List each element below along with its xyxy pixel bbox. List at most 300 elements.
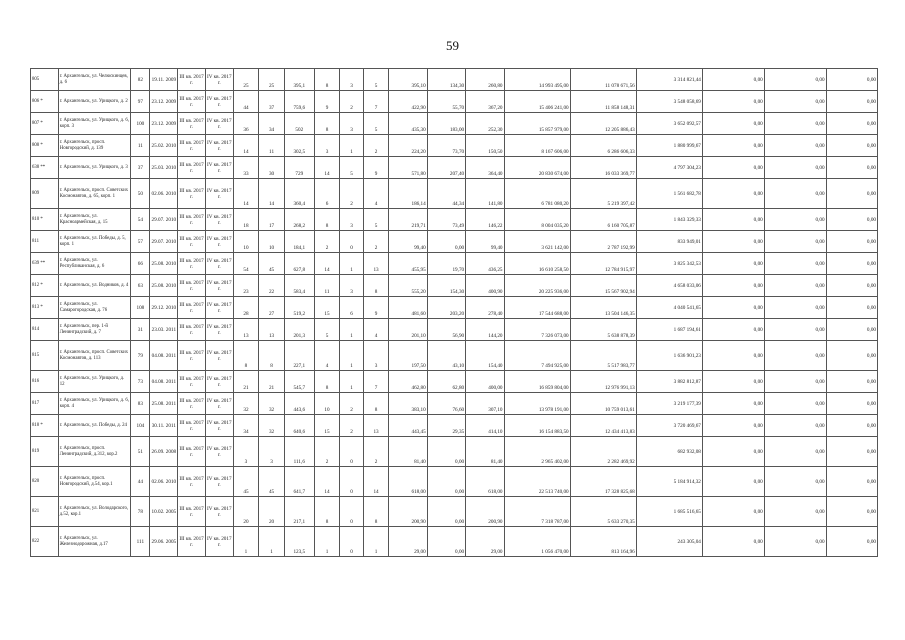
cell-v10: 16 859 804,00 [504,371,570,393]
cell-v11: 12 784 915,97 [570,253,636,275]
cell-num: 815 [31,341,59,371]
cell-v5: 1 [340,371,363,393]
cell-v10: 20 830 674,00 [504,157,570,179]
cell-v8: 0,00 [427,527,465,557]
cell-v9: 81,40 [466,437,504,467]
table-row [31,135,878,157]
cell-addr: г. Архангельск, ул. Урицкого, д. 12 [58,371,131,393]
cell-v13: 0,00 [702,341,764,371]
cell-date: 04.08. 2011 [150,371,178,393]
cell-v2: 34 [259,113,285,135]
cell-date: 19.11. 2009 [150,69,178,91]
cell-v4: 11 [314,275,340,297]
cell-v13: 0,00 [702,231,764,253]
cell-q1: III кв. 2017 г. [178,415,206,437]
cell-v11: 5 633 270,35 [570,497,636,527]
cell-v11: 5 638 878,39 [570,319,636,341]
cell-v10: 8 167 606,00 [504,135,570,157]
cell-v12: 4 658 033,06 [636,275,702,297]
cell-v8: 0,00 [427,467,465,497]
cell-v12: 1 636 901,23 [636,341,702,371]
cell-v10: 20 225 936,00 [504,275,570,297]
cell-v2: 11 [259,135,285,157]
cell-v5: 3 [340,113,363,135]
cell-v9: 400,00 [466,371,504,393]
cell-v12: 3 314 821,44 [636,69,702,91]
cell-v13: 0,00 [702,297,764,319]
cell-v11: 813 164,96 [570,527,636,557]
cell-v1: 10 [233,231,259,253]
cell-v11: 13 504 146,35 [570,297,636,319]
cell-addr: г. Архангельск, просп. Советских Космонавтов, д. 65, корп. 1 [58,179,131,209]
cell-v15: 0,00 [826,467,877,497]
cell-q1: III кв. 2017 г. [178,157,206,179]
cell-addr: г. Архангельск, просп. Советских Космонавтов, д. 113 [58,341,131,371]
cell-v8: 207,40 [427,157,465,179]
cell-date: 29.07. 2010 [150,231,178,253]
table-row [31,467,878,497]
cell-q1: III кв. 2017 г. [178,231,206,253]
cell-q2: IV кв. 2017 г. [205,135,233,157]
cell-year: 63 [131,275,150,297]
cell-num: 821 [31,497,59,527]
table-row [31,393,878,415]
cell-v7: 81,40 [389,437,427,467]
cell-v7: 219,71 [389,209,427,231]
cell-v8: 55,70 [427,91,465,113]
cell-v1: 8 [233,341,259,371]
cell-v8: 0,00 [427,497,465,527]
cell-v5: 0 [340,437,363,467]
cell-v3: 268,2 [284,209,314,231]
cell-v4: 2 [314,437,340,467]
cell-v2: 1 [259,527,285,557]
cell-year: 82 [131,69,150,91]
cell-v7: 201,10 [389,319,427,341]
cell-v14: 0,00 [764,341,826,371]
cell-v4: 15 [314,415,340,437]
cell-v5: 6 [340,297,363,319]
cell-v14: 0,00 [764,69,826,91]
cell-v6: 9 [363,297,389,319]
cell-q1: III кв. 2017 г. [178,467,206,497]
cell-v1: 44 [233,91,259,113]
cell-addr: г. Архангельск, ул. Володарского, д.52, кор.1 [58,497,131,527]
cell-addr: г. Архангельск, пер. 1-й Ленинградский, д. 7 [58,319,131,341]
cell-num: 806 * [31,91,59,113]
cell-v10: 16 154 883,50 [504,415,570,437]
cell-v9: 252,30 [466,113,504,135]
cell-v14: 0,00 [764,113,826,135]
cell-v6: 7 [363,91,389,113]
cell-q1: III кв. 2017 г. [178,113,206,135]
cell-v10: 3 621 142,00 [504,231,570,253]
cell-q1: III кв. 2017 г. [178,179,206,209]
cell-q1: III кв. 2017 г. [178,393,206,415]
table-row [31,157,878,179]
cell-v15: 0,00 [826,297,877,319]
cell-v14: 0,00 [764,467,826,497]
cell-v13: 0,00 [702,393,764,415]
cell-v12: 1 880 999,67 [636,135,702,157]
cell-q2: IV кв. 2017 г. [205,371,233,393]
cell-v6: 5 [363,69,389,91]
cell-v7: 435,30 [389,113,427,135]
cell-v15: 0,00 [826,527,877,557]
cell-q1: III кв. 2017 г. [178,371,206,393]
cell-v7: 462,80 [389,371,427,393]
table-row [31,209,878,231]
cell-v4: 9 [314,91,340,113]
cell-v1: 1 [233,527,259,557]
cell-num: 811 [31,231,59,253]
cell-v6: 3 [363,341,389,371]
cell-v4: 14 [314,157,340,179]
cell-v7: 186,14 [389,179,427,209]
cell-v5: 2 [340,415,363,437]
cell-v7: 395,10 [389,69,427,91]
cell-v5: 0 [340,497,363,527]
table-row [31,437,878,467]
cell-v3: 227,1 [284,341,314,371]
cell-v7: 200,90 [389,497,427,527]
cell-v4: 8 [314,69,340,91]
cell-v5: 1 [340,135,363,157]
cell-v9: 144,20 [466,319,504,341]
cell-v13: 0,00 [702,371,764,393]
cell-v12: 1 843 329,33 [636,209,702,231]
cell-v8: 73,70 [427,135,465,157]
cell-q1: III кв. 2017 г. [178,91,206,113]
cell-v14: 0,00 [764,319,826,341]
cell-v11: 10 759 013,61 [570,393,636,415]
cell-q2: IV кв. 2017 г. [205,527,233,557]
cell-v13: 0,00 [702,209,764,231]
cell-v9: 278,40 [466,297,504,319]
cell-v6: 8 [363,393,389,415]
cell-v13: 0,00 [702,69,764,91]
cell-v7: 571,80 [389,157,427,179]
cell-q2: IV кв. 2017 г. [205,467,233,497]
cell-v5: 0 [340,231,363,253]
table-row [31,275,878,297]
cell-v3: 519,2 [284,297,314,319]
table-row [31,319,878,341]
cell-v11: 11 078 671,56 [570,69,636,91]
cell-q2: IV кв. 2017 г. [205,415,233,437]
cell-year: 44 [131,467,150,497]
cell-v11: 12 205 886,43 [570,113,636,135]
cell-v3: 640,6 [284,415,314,437]
table-row [31,253,878,275]
cell-v5: 2 [340,393,363,415]
cell-v9: 400,90 [466,275,504,297]
cell-v3: 502 [284,113,314,135]
cell-v7: 29,00 [389,527,427,557]
cell-v9: 307,10 [466,393,504,415]
cell-addr: г. Архангельск, ул. Красноармейская, д. 15 [58,209,131,231]
cell-v4: 8 [314,209,340,231]
cell-num: 812 * [31,275,59,297]
cell-v14: 0,00 [764,497,826,527]
cell-v6: 13 [363,253,389,275]
cell-year: 100 [131,113,150,135]
cell-v5: 1 [340,319,363,341]
cell-date: 23.12. 2009 [150,91,178,113]
cell-v4: 15 [314,297,340,319]
cell-v3: 302,5 [284,135,314,157]
cell-addr: г. Архангельск, ул. Водников, д. 4 [58,275,131,297]
cell-num: 805 [31,69,59,91]
cell-v2: 32 [259,415,285,437]
cell-year: 57 [131,231,150,253]
cell-v1: 20 [233,497,259,527]
cell-addr: г. Архангельск, ул. Республиканская, д. 6 [58,253,131,275]
cell-v4: 14 [314,253,340,275]
cell-v11: 2 282 469,92 [570,437,636,467]
cell-q1: III кв. 2017 г. [178,437,206,467]
cell-q2: IV кв. 2017 г. [205,497,233,527]
cell-v4: 2 [314,231,340,253]
table-row [31,231,878,253]
cell-v13: 0,00 [702,497,764,527]
cell-v11: 12 976 991,13 [570,371,636,393]
cell-v15: 0,00 [826,371,877,393]
cell-v15: 0,00 [826,415,877,437]
cell-v6: 4 [363,319,389,341]
cell-v13: 0,00 [702,319,764,341]
cell-v3: 443,6 [284,393,314,415]
cell-year: 108 [131,297,150,319]
cell-date: 26.09. 2008 [150,437,178,467]
cell-num: 813 * [31,297,59,319]
cell-v13: 0,00 [702,91,764,113]
cell-v3: 184,1 [284,231,314,253]
cell-v3: 759,6 [284,91,314,113]
cell-v7: 99,40 [389,231,427,253]
cell-v10: 7 326 073,00 [504,319,570,341]
cell-addr: г. Архангельск, ул. Победы, д. 5, корп. 1 [58,231,131,253]
cell-v2: 20 [259,497,285,527]
cell-v1: 45 [233,467,259,497]
cell-v13: 0,00 [702,135,764,157]
cell-v8: 62,80 [427,371,465,393]
cell-q2: IV кв. 2017 г. [205,341,233,371]
cell-v12: 5 184 914,32 [636,467,702,497]
cell-v1: 13 [233,319,259,341]
cell-date: 25.08. 2010 [150,253,178,275]
cell-date: 30.11. 2011 [150,415,178,437]
cell-date: 29.07. 2010 [150,209,178,231]
cell-q2: IV кв. 2017 г. [205,91,233,113]
cell-v13: 0,00 [702,415,764,437]
cell-v11: 2 787 192,99 [570,231,636,253]
cell-v5: 5 [340,157,363,179]
cell-num: 819 [31,437,59,467]
cell-v3: 583,4 [284,275,314,297]
cell-year: 78 [131,497,150,527]
cell-num: 810 * [31,209,59,231]
table-row [31,415,878,437]
cell-v9: 414,10 [466,415,504,437]
cell-year: 31 [131,319,150,341]
cell-num: 809 [31,179,59,209]
cell-v5: 3 [340,69,363,91]
cell-v9: 150,50 [466,135,504,157]
cell-year: 54 [131,209,150,231]
cell-q1: III кв. 2017 г. [178,341,206,371]
cell-v13: 0,00 [702,157,764,179]
cell-v11: 16 033 369,77 [570,157,636,179]
cell-q2: IV кв. 2017 г. [205,275,233,297]
cell-v9: 154,40 [466,341,504,371]
cell-q1: III кв. 2017 г. [178,209,206,231]
cell-v4: 1 [314,527,340,557]
cell-v5: 3 [340,275,363,297]
cell-v14: 0,00 [764,275,826,297]
resettlement-table [30,68,878,557]
cell-v1: 18 [233,209,259,231]
cell-v4: 8 [314,371,340,393]
cell-v1: 14 [233,179,259,209]
cell-v15: 0,00 [826,91,877,113]
table-row [31,371,878,393]
cell-v1: 33 [233,157,259,179]
cell-v8: 0,00 [427,231,465,253]
cell-addr: г. Архангельск, ул. Самарогородская, д. 76 [58,297,131,319]
cell-num: 639 ** [31,253,59,275]
cell-q2: IV кв. 2017 г. [205,393,233,415]
cell-date: 23.03. 2011 [150,319,178,341]
cell-v14: 0,00 [764,527,826,557]
cell-v6: 8 [363,275,389,297]
cell-q1: III кв. 2017 г. [178,253,206,275]
cell-v8: 0,00 [427,437,465,467]
cell-v2: 3 [259,437,285,467]
cell-v14: 0,00 [764,209,826,231]
cell-addr: г. Архангельск, ул. Урицкого, д. 2 [58,91,131,113]
cell-v1: 36 [233,113,259,135]
cell-v9: 99,40 [466,231,504,253]
table-row [31,69,878,91]
cell-date: 29.06. 2005 [150,527,178,557]
cell-v15: 0,00 [826,231,877,253]
cell-q2: IV кв. 2017 г. [205,69,233,91]
cell-num: 817 [31,393,59,415]
table-row [31,497,878,527]
cell-v9: 141,80 [466,179,504,209]
cell-v1: 23 [233,275,259,297]
cell-year: 79 [131,341,150,371]
cell-q1: III кв. 2017 г. [178,497,206,527]
cell-v3: 545,7 [284,371,314,393]
cell-v7: 455,95 [389,253,427,275]
cell-v9: 260,80 [466,69,504,91]
cell-addr: г. Архангельск, ул. Железнодорожная, д.17 [58,527,131,557]
cell-v12: 3 720 469,67 [636,415,702,437]
cell-v4: 4 [314,341,340,371]
cell-v7: 618,00 [389,467,427,497]
cell-addr: г. Архангельск, ул. Победы, д. 24 [58,415,131,437]
cell-v9: 618,00 [466,467,504,497]
cell-v12: 1 687 194,61 [636,319,702,341]
cell-v11: 12 434 413,83 [570,415,636,437]
cell-v15: 0,00 [826,209,877,231]
cell-q1: III кв. 2017 г. [178,135,206,157]
cell-v4: 6 [314,179,340,209]
cell-v9: 436,25 [466,253,504,275]
cell-v3: 111,6 [284,437,314,467]
cell-v2: 30 [259,157,285,179]
cell-v3: 123,5 [284,527,314,557]
cell-v2: 8 [259,341,285,371]
cell-v8: 43,10 [427,341,465,371]
cell-v15: 0,00 [826,393,877,415]
cell-year: 111 [131,527,150,557]
cell-v10: 2 965 402,00 [504,437,570,467]
cell-v13: 0,00 [702,467,764,497]
cell-num: 814 [31,319,59,341]
cell-v2: 22 [259,275,285,297]
cell-v1: 14 [233,135,259,157]
cell-date: 10.02. 2005 [150,497,178,527]
cell-q2: IV кв. 2017 г. [205,113,233,135]
cell-v7: 481,60 [389,297,427,319]
table-row [31,527,878,557]
cell-v13: 0,00 [702,179,764,209]
cell-v10: 6 781 080,20 [504,179,570,209]
cell-addr: г. Архангельск, ул. Челюскинцев, д. 6 [58,69,131,91]
cell-v5: 2 [340,179,363,209]
cell-date: 02.06. 2010 [150,467,178,497]
cell-q1: III кв. 2017 г. [178,297,206,319]
cell-v12: 3 882 812,87 [636,371,702,393]
cell-v15: 0,00 [826,69,877,91]
cell-v2: 17 [259,209,285,231]
cell-v8: 154,30 [427,275,465,297]
cell-v12: 1 685 516,65 [636,497,702,527]
cell-v6: 14 [363,467,389,497]
cell-v13: 0,00 [702,527,764,557]
cell-year: 73 [131,371,150,393]
cell-v11: 5 517 983,77 [570,341,636,371]
cell-v2: 32 [259,393,285,415]
cell-v8: 73,49 [427,209,465,231]
cell-v10: 7 318 787,00 [504,497,570,527]
cell-v1: 28 [233,297,259,319]
cell-v10: 1 056 470,00 [504,527,570,557]
cell-q1: III кв. 2017 г. [178,319,206,341]
cell-q2: IV кв. 2017 г. [205,297,233,319]
table-row [31,297,878,319]
cell-date: 25.08. 2011 [150,393,178,415]
cell-v5: 0 [340,467,363,497]
cell-date: 02.06. 2010 [150,179,178,209]
cell-v6: 9 [363,157,389,179]
cell-v11: 6 160 705,87 [570,209,636,231]
cell-v1: 34 [233,415,259,437]
cell-v8: 76,60 [427,393,465,415]
cell-v6: 1 [363,527,389,557]
cell-v2: 45 [259,467,285,497]
cell-v8: 29,35 [427,415,465,437]
cell-v7: 224,20 [389,135,427,157]
cell-v12: 4 797 304,23 [636,157,702,179]
cell-v10: 17 544 688,00 [504,297,570,319]
cell-num: 638 ** [31,157,59,179]
cell-v15: 0,00 [826,113,877,135]
cell-v8: 203,20 [427,297,465,319]
